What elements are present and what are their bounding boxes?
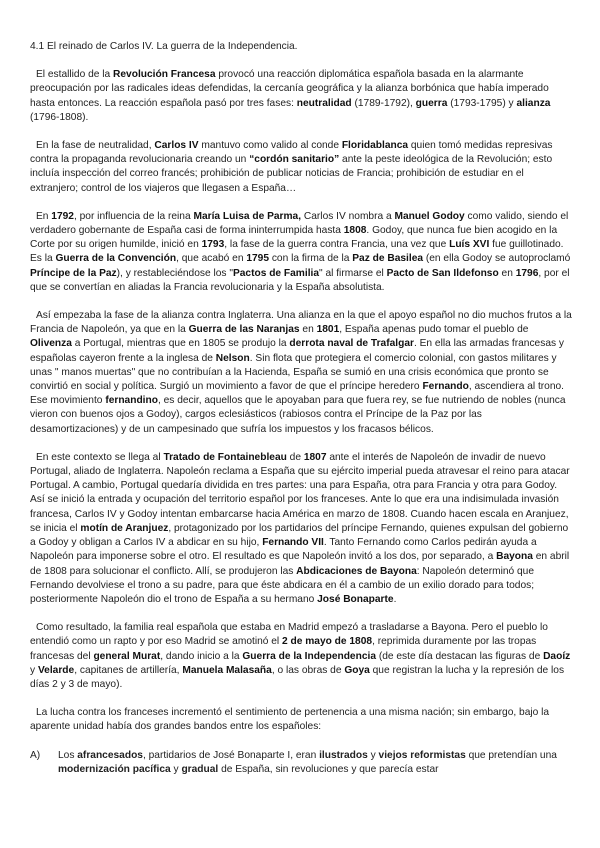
paragraph-2 — [30, 139, 572, 196]
bold-text: neutralidad — [296, 97, 352, 109]
bold-text: viejos reformistas — [378, 749, 466, 761]
text-run: , reprimida duramente por las tropas francesas del — [30, 636, 537, 662]
bold-text: Fernando — [422, 381, 469, 393]
text-run: con la firma de la — [269, 253, 353, 265]
text-run: y — [170, 763, 182, 775]
paragraph-7 — [30, 706, 572, 734]
text-run: como valido, siendo el verdadero gobernante de España casi de forma ininterrumpida hasta — [30, 210, 569, 237]
bold-text: 1795 — [246, 253, 269, 265]
bold-text: 1801 — [316, 324, 340, 336]
text-run: La lucha contra los franceses incrementó el sentimiento de pertenencia a una misma nación; sin embargo, bajo la aparente unidad había dos grandes bandos entre los españoles: — [30, 707, 550, 733]
bold-text: 1796 — [515, 267, 539, 279]
text-run: en abril de 1808 para solucionar el conflicto. Allí, se produjeron las — [30, 551, 570, 577]
body-text — [30, 68, 572, 734]
text-run: , que acabó en — [176, 253, 247, 265]
text-run: y — [367, 749, 379, 761]
text-run: mantuvo como valido al conde — [198, 140, 342, 152]
bold-text: general Murat — [93, 650, 161, 662]
bold-text: ilustrados — [319, 749, 368, 761]
bold-text: derrota naval de Trafalgar — [289, 338, 414, 350]
paragraph-4 — [30, 309, 572, 437]
bold-text: Guerra de la Convención — [55, 253, 177, 265]
text-run: , ascendiera al trono. Ese movimiento — [30, 381, 564, 407]
text-run: . Sin flota que protegiera el comercio colonial, con gastos militares y unas " manos muertas" que no contribuían a la Hacienda, España se sumió en una crisis económica que pronto se convirtió en social y política. Surgió un movimiento a favor de que el príncipe heredero — [30, 352, 557, 393]
bold-text: Goya — [344, 664, 370, 676]
bold-text: 1792 — [51, 210, 74, 222]
text-run: , capitanes de artillería, — [74, 664, 183, 676]
text-run: , partidarios de José Bonaparte I, eran — [142, 749, 320, 761]
text-run: Carlos IV nombra a — [301, 210, 395, 222]
bold-text: Fernando VII — [262, 537, 324, 549]
bold-text: Manuel Godoy — [394, 210, 465, 222]
bold-text: Guerra de la Independencia — [242, 650, 376, 662]
text-run: de España, sin revoluciones y que parecía estar — [218, 763, 439, 775]
text-run: En — [36, 210, 52, 222]
text-run: (1796-1808). — [30, 111, 89, 123]
text-run: quien tomó medidas represivas contra la propaganda revolucionaria creando un — [30, 140, 553, 166]
bold-text: Príncipe de la Paz — [30, 267, 117, 279]
bold-text: Carlos IV — [154, 140, 199, 152]
text-run: . — [393, 593, 397, 605]
bold-text: Velarde — [37, 664, 75, 676]
text-run: en — [498, 267, 516, 279]
bold-text: alianza — [516, 97, 551, 109]
text-run: que registran la lucha y la represión de los días 2 y 3 de mayo). — [30, 664, 565, 690]
text-run: El estallido de la — [36, 69, 114, 81]
bold-text: 2 de mayo de 1808 — [282, 636, 373, 648]
text-run: , España apenas pudo tomar el pueblo de — [339, 324, 529, 336]
bold-text: Manuela Malasaña — [182, 664, 272, 676]
paragraph-1 — [30, 68, 572, 125]
bold-text: 1808 — [343, 225, 367, 237]
paragraph-6 — [30, 621, 572, 692]
text-run: , es decir, aquellos que le apoyaban para que fuera rey, se fue nutriendo de nobles (nunca vieron con buenos ojos a Godoy), cargos eclesiásticos (rabiosos contra el Príncipe de la Paz por las desamortizaciones) y de un campesinado que sufría los impuestos y los fracasos bélicos. — [30, 395, 566, 435]
bold-text: guerra — [415, 97, 448, 109]
text-run: . Godoy, que nunca fue bien acogido en la Corte por su origen humilde, inició en — [30, 225, 558, 251]
text-run: de — [286, 451, 304, 463]
paragraph-5 — [30, 451, 572, 607]
bold-text: Luís XVI — [449, 239, 490, 251]
bold-text: Revolución Francesa — [113, 69, 216, 81]
bold-text: afrancesados — [77, 749, 143, 761]
text-run: . Tanto Fernando como Carlos pedirán ayuda a Napoleón para imponerse sobre el otro. El resultado es que Napoleón invitó a los dos, por separado, a — [30, 537, 537, 563]
text-run: ante la peste ideológica de la Revolución; esto incluía inspección del correo francés; prohibición de publicar noticias de Francia; prohibición de estudiar en el extranjero; control de los viajeros que llegasen a España… — [30, 154, 553, 194]
bold-text: Pacto de San Ildefonso — [386, 267, 499, 279]
bold-text: Nelson — [215, 352, 250, 364]
text-run: ante el interés de Napoleón de invadir de nuevo Portugal, aliado de Inglaterra. Napoleón reclama a España que su ejército imperial pueda atravesar el reino para atacar Portugal. A cambio, Portugal quedaría dividida en tres partes: una para España, otra para Francia y otra para Godoy. Así se inició la entrada y ocupación del territorio español por los franceses. Ante lo que era una indisimulada invasión francesa, Carlos IV y Godoy intentan embarcarse hacia América en marzo de 1808. Cuando hacen escala en Aranjuez, se inicia el — [30, 451, 570, 534]
text-run: , dando inicio a la — [160, 650, 243, 662]
bold-text: Daoíz — [543, 650, 571, 662]
bold-text: “cordón sanitario” — [249, 154, 340, 166]
bold-text: Pactos de Familia — [232, 267, 320, 279]
text-run: , o las obras de — [271, 664, 345, 676]
text-run: , por influencia de la reina — [73, 210, 194, 222]
text-run: " al firmarse el — [319, 267, 387, 279]
text-run: provocó una reacción diplomática española basada en la alarmante preocupación por las radicales ideas defendidas, la cercanía geográfica y la alianza borbónica que había imperado hasta entonces. La reacción española pasó por tres fases: — [30, 69, 549, 109]
bold-text: 1793 — [201, 239, 225, 251]
text-run: (en ella Godoy se autoproclamó — [423, 253, 571, 265]
text-run: Los — [58, 749, 78, 761]
text-run: (de este día destacan las figuras de — [376, 650, 544, 662]
bold-text: Guerra de las Naranjas — [188, 324, 300, 336]
paragraph-3 — [30, 210, 572, 295]
text-run: que pretendían una — [465, 749, 557, 761]
bold-text: fernandino — [105, 395, 158, 407]
text-run: Así empezaba la fase de la alianza contra Inglaterra. Una alianza en la que el apoyo español no dio muchos frutos a la Francia de Napoleón, ya que en la — [30, 310, 572, 336]
bold-text: Paz de Basilea — [352, 253, 424, 265]
bold-text: modernización pacífica — [58, 763, 171, 775]
list-item — [30, 749, 572, 777]
text-run: En la fase de neutralidad, — [36, 140, 155, 152]
text-run: . En ella las armadas francesas y españolas cayeron frente a la inglesa de — [30, 338, 565, 364]
text-run: , por el que se convertían en aliadas la Francia revolucionaria y la España absolutista. — [30, 267, 570, 293]
text-run: (1793-1795) y — [447, 97, 517, 109]
bold-text: 1807 — [303, 451, 327, 463]
text-run: En este contexto se llega al — [36, 451, 164, 463]
list-item-text — [58, 749, 572, 777]
text-run: (1789-1792), — [351, 97, 416, 109]
text-run: , la fase de la guerra contra Francia, una vez que — [224, 239, 450, 251]
bold-text: Bayona — [496, 551, 533, 563]
bold-text: gradual — [181, 763, 219, 775]
bold-text: motín de Aranjuez — [80, 522, 169, 534]
bold-text: Olivenza — [30, 338, 72, 350]
text-run: Como resultado, la familia real española que estaba en Madrid empezó a trasladarse a Bayona. Pero el pueblo lo entendió como un rapto y por eso Madrid se amotinó el — [30, 622, 548, 648]
text-run: , protagonizado por los partidarios del príncipe Fernando, quienes expulsan del gobierno a Godoy y obligan a Carlos IV a abdicar en su hijo, — [30, 522, 569, 549]
text-run: fue guillotinado. Es la — [30, 239, 564, 265]
page-title: 4.1 El reinado de Carlos IV. La guerra de la Independencia. — [30, 41, 298, 52]
text-run: en — [299, 324, 317, 336]
bold-text: José Bonaparte — [317, 593, 394, 605]
text-run: a Portugal, mientras que en 1805 se produjo la — [71, 338, 290, 350]
text-run: ), y restableciéndose los " — [116, 267, 233, 279]
text-run: : Napoleón determinó que Fernando devolviese el trono a su padre, para que éste abdicara en él a cambio de un exilio dorado para todos; posteriormente Napoleón dio el trono de España a su hermano — [30, 565, 535, 605]
bold-text: Floridablanca — [341, 140, 409, 152]
bold-text: Abdicaciones de Bayona — [296, 565, 417, 577]
text-run: y — [30, 664, 38, 676]
bold-text: María Luisa de Parma, — [193, 210, 302, 222]
list-marker: A) — [30, 749, 41, 761]
bold-text: Tratado de Fontainebleau — [163, 451, 287, 463]
bullet-list — [30, 749, 572, 777]
